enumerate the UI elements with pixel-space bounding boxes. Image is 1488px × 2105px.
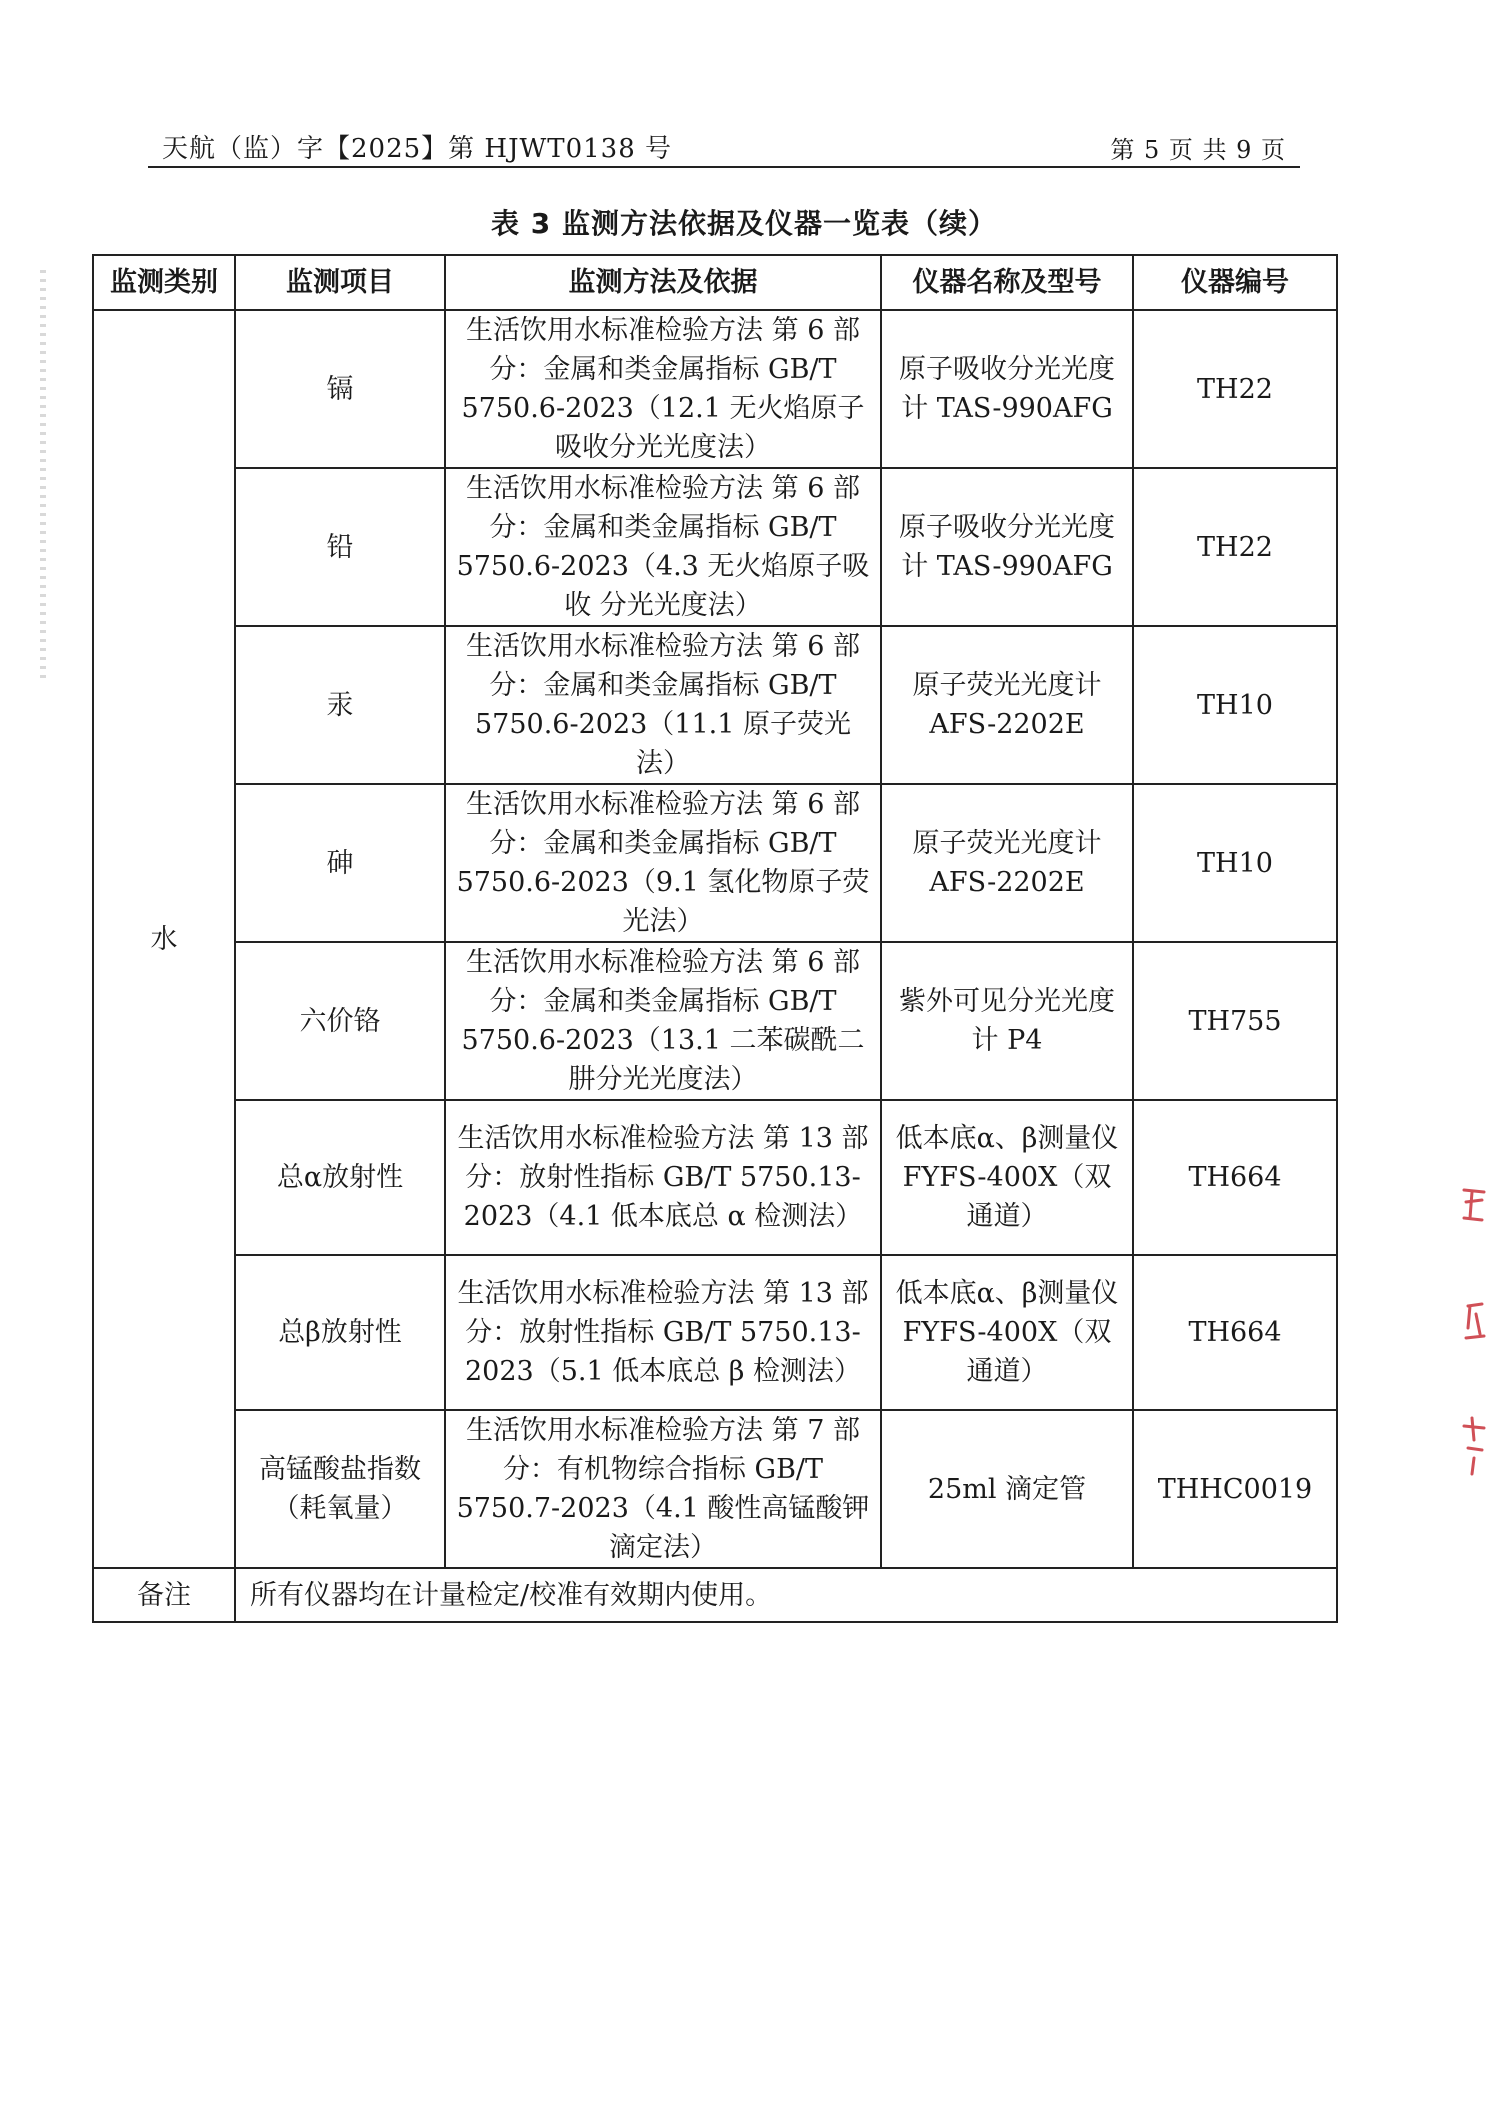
item-cell: 总α放射性 — [235, 1100, 445, 1255]
instrument-cell: 原子荧光光度计 AFS-2202E — [881, 784, 1133, 942]
col-header-instrument: 仪器名称及型号 — [881, 255, 1133, 310]
instrument-number-cell: THHC0019 — [1133, 1410, 1337, 1568]
instrument-cell: 原子吸收分光光度计 TAS-990AFG — [881, 468, 1133, 626]
note-row — [93, 1568, 1337, 1622]
document-number: 天航（监）字【2025】第 HJWT0138 号 — [162, 134, 673, 164]
col-header-item: 监测项目 — [235, 255, 445, 310]
item-cell: 汞 — [235, 626, 445, 784]
table-header-row — [93, 255, 1337, 310]
col-header-category: 监测类别 — [93, 255, 235, 310]
method-cell: 生活饮用水标准检验方法 第 7 部分：有机物综合指标 GB/T 5750.7-2023（4.1 酸性高锰酸钾滴定法） — [445, 1410, 881, 1568]
method-cell: 生活饮用水标准检验方法 第 6 部分：金属和类金属指标 GB/T 5750.6-2023（12.1 无火焰原子吸收分光光度法） — [445, 310, 881, 468]
instrument-number-cell: TH664 — [1133, 1255, 1337, 1410]
table-row — [93, 942, 1337, 1100]
method-cell: 生活饮用水标准检验方法 第 6 部分：金属和类金属指标 GB/T 5750.6-2023（9.1 氢化物原子荧光法） — [445, 784, 881, 942]
table-row — [93, 784, 1337, 942]
instrument-number-cell: TH10 — [1133, 784, 1337, 942]
note-text: 所有仪器均在计量检定/校准有效期内使用。 — [235, 1568, 1337, 1622]
table-row — [93, 1255, 1337, 1410]
instrument-cell: 25ml 滴定管 — [881, 1410, 1133, 1568]
item-cell: 总β放射性 — [235, 1255, 445, 1410]
col-header-number: 仪器编号 — [1133, 255, 1337, 310]
method-cell: 生活饮用水标准检验方法 第 6 部分：金属和类金属指标 GB/T 5750.6-2023（11.1 原子荧光法） — [445, 626, 881, 784]
table-row — [93, 626, 1337, 784]
item-cell: 铅 — [235, 468, 445, 626]
instrument-number-cell: TH755 — [1133, 942, 1337, 1100]
table-row — [93, 468, 1337, 626]
item-cell: 镉 — [235, 310, 445, 468]
table-row — [93, 1100, 1337, 1255]
seal-stamp-fragment — [1458, 1178, 1488, 1478]
method-cell: 生活饮用水标准检验方法 第 13 部分：放射性指标 GB/T 5750.13-2023（4.1 低本底总 α 检测法） — [445, 1100, 881, 1255]
method-cell: 生活饮用水标准检验方法 第 6 部分：金属和类金属指标 GB/T 5750.6-2023（4.3 无火焰原子吸收 分光光度法） — [445, 468, 881, 626]
table-row — [93, 1410, 1337, 1568]
monitoring-methods-table — [92, 254, 1338, 1623]
page-indicator: 第 5 页 共 9 页 — [1110, 136, 1286, 164]
page-header — [148, 122, 1300, 168]
instrument-number-cell: TH10 — [1133, 626, 1337, 784]
method-cell: 生活饮用水标准检验方法 第 6 部分：金属和类金属指标 GB/T 5750.6-2023（13.1 二苯碳酰二肼分光光度法） — [445, 942, 881, 1100]
item-cell: 砷 — [235, 784, 445, 942]
table-title: 表 3 监测方法依据及仪器一览表（续） — [491, 207, 997, 240]
note-label: 备注 — [93, 1568, 235, 1622]
instrument-cell: 原子吸收分光光度计 TAS-990AFG — [881, 310, 1133, 468]
category-cell: 水 — [93, 310, 235, 1568]
col-header-method: 监测方法及依据 — [445, 255, 881, 310]
scan-artifact-strip — [40, 270, 46, 680]
table-row — [93, 310, 1337, 468]
instrument-cell: 原子荧光光度计 AFS-2202E — [881, 626, 1133, 784]
item-cell: 高锰酸盐指数（耗氧量） — [235, 1410, 445, 1568]
method-cell: 生活饮用水标准检验方法 第 13 部分：放射性指标 GB/T 5750.13-2023（5.1 低本底总 β 检测法） — [445, 1255, 881, 1410]
instrument-cell: 低本底α、β测量仪 FYFS-400X（双通道） — [881, 1100, 1133, 1255]
instrument-number-cell: TH22 — [1133, 310, 1337, 468]
instrument-number-cell: TH664 — [1133, 1100, 1337, 1255]
instrument-number-cell: TH22 — [1133, 468, 1337, 626]
item-cell: 六价铬 — [235, 942, 445, 1100]
instrument-cell: 低本底α、β测量仪 FYFS-400X（双通道） — [881, 1255, 1133, 1410]
instrument-cell: 紫外可见分光光度计 P4 — [881, 942, 1133, 1100]
